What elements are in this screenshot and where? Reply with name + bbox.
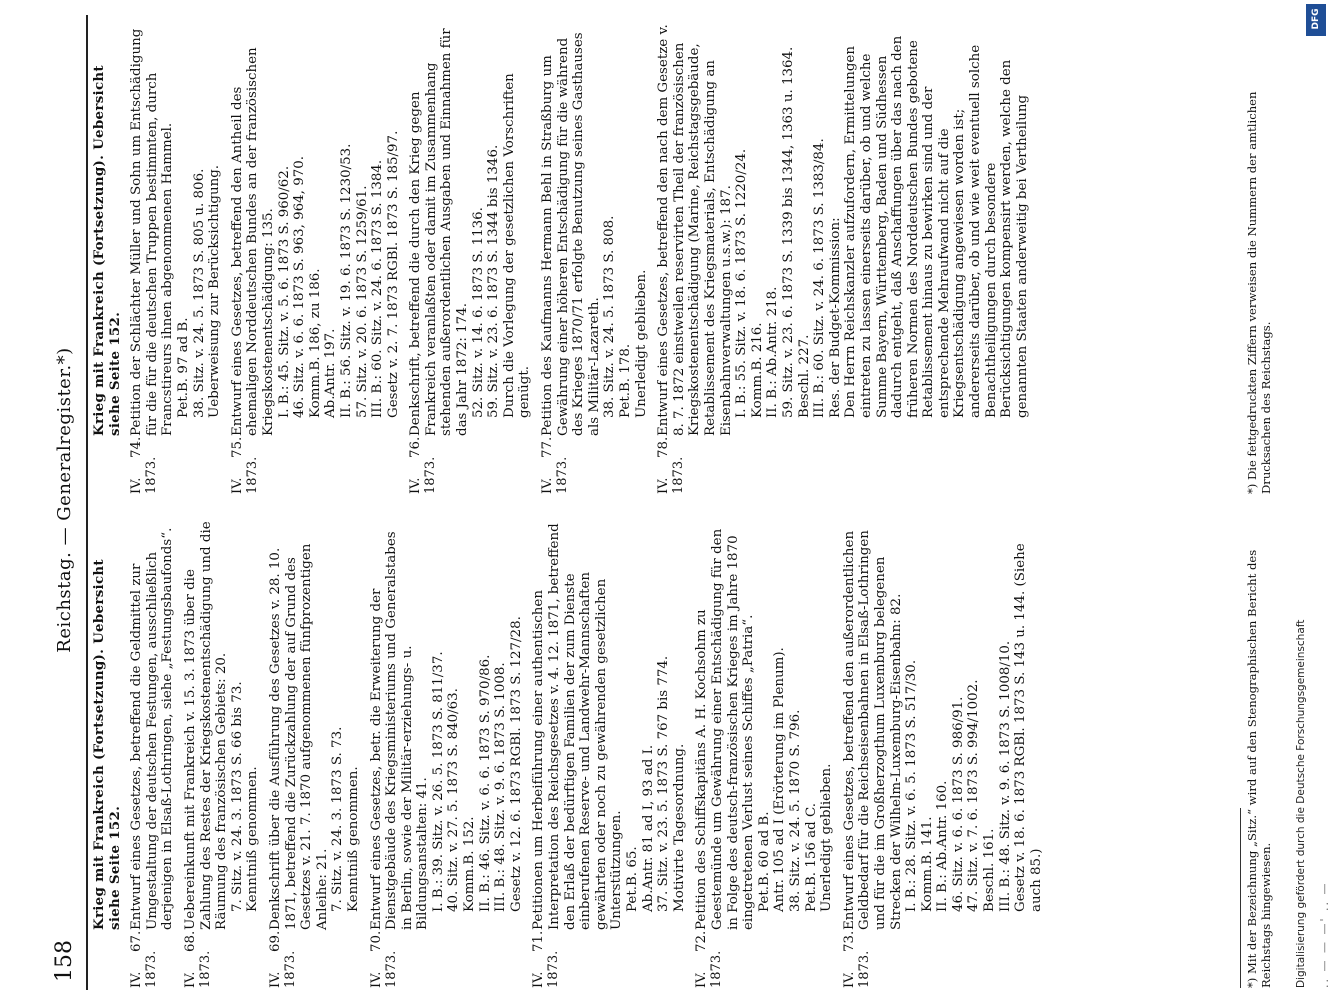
entry-session-year: IV. 1873.: [229, 456, 260, 494]
entry-reference: I. B.: 45. Sitz. v. 5. 6. 1873 S. 960/62.: [276, 165, 292, 418]
entry-number: 77.: [540, 436, 556, 458]
continuation-heading: [92, 24, 123, 494]
margin-noise: .. — — —' .. —: [1318, 881, 1331, 988]
entry-number: 67.: [129, 930, 145, 952]
entry-reference: Komm.B. 141.: [919, 816, 935, 912]
entry-number: 76.: [408, 436, 424, 458]
register-entry: [129, 24, 223, 494]
entry-number: 78.: [656, 436, 672, 458]
entry-text: Uebereinkunft mit Frankreich v. 15. 3. 1873 über die Zahlung des Restes der Kriegskostenentschädigung und die Räumung des französischen Gebiets: 20.: [182, 521, 230, 930]
entry-reference: I. B.: 39. Sitz. v. 26. 5. 1873 S. 811/37.: [430, 651, 446, 912]
entry-reference: 57. Sitz. v. 20. 6. 1873 S. 1259/61.: [354, 185, 370, 418]
entry-reference: Gesetz v. 2. 7. 1873 RGBl. 1873 S. 185/97.: [385, 130, 401, 418]
continuation-text: Krieg mit Frankreich (Fortsetzung). Uebersicht siehe Seite 152.: [91, 65, 123, 436]
entry-reference: Pet.B. 60 ad B.: [756, 811, 772, 912]
entry-reference: III. B.: 48. Sitz. v. 9. 6. 1873 S. 1008/10.: [997, 640, 1013, 912]
entry-number: 71.: [531, 930, 547, 952]
register-entry: [369, 518, 525, 988]
entry-reference: Ab.Antr. 197.: [323, 328, 339, 418]
continuation-text: Krieg mit Frankreich (Fortsetzung). Uebersicht siehe Seite 152.: [91, 559, 123, 930]
entry-reference: 46. Sitz. v. 6. 6. 1873 S. 963, 964, 970.: [292, 155, 308, 418]
entry-text: Petition des Schiffskapitäns A. H. Kochsohm zu Geestemünde um Gewährung einer Entschädigung für den in Folge des deutsch-französischen Krieges im Jahre 1870 eingetretenen Verlust seines Schiffes „Patria“.: [694, 528, 757, 930]
register-entry: [540, 24, 649, 494]
entry-reference: III. B.: 60. Sitz. v. 24. 6. 1873 S. 1384.: [370, 159, 386, 418]
register-entry: [656, 24, 1030, 494]
entry-reference: III. B.: 48. Sitz. v. 9. 6. 1873 S. 1008.: [493, 662, 509, 912]
register-entry: [129, 518, 176, 988]
entry-reference: III. B.: 60. Sitz. v. 24. 6. 1873 S. 1383/84.: [812, 138, 828, 418]
footnote-left: *) Mit der Bezeichnung „Sitz.“ wird auf den Stenographischen Bericht des Reichstags hingewiesen.: [1245, 549, 1273, 988]
entry-reference: 46. Sitz. v. 6. 6. 1873 S. 986/91.: [950, 696, 966, 912]
entry-number: 69.: [267, 930, 283, 952]
register-entry: [531, 518, 687, 988]
register-entry: [230, 24, 402, 494]
entry-reference: 40. Sitz. v. 27. 5. 1873 S. 840/63.: [446, 688, 462, 912]
entry-reference: Ab.Antr. 81 ad I, 93 ad I.: [640, 744, 656, 912]
entry-session-year: IV. 1873.: [368, 950, 399, 988]
entry-reference: Komm.B. 152.: [462, 816, 478, 912]
entry-text: Denkschrift, betreffend die durch den Krieg gegen Frankreich veranlaßten oder damit im Zusammenhang stehenden außerordentlichen Ausgaben und Einnahmen für das Jahr 1872: 174.: [408, 28, 471, 436]
left-column: [92, 518, 1051, 988]
entry-session-year: IV. 1873.: [841, 950, 872, 988]
entry-reference: Pet.B. 65.: [625, 846, 640, 912]
entry-text: Petition des Kaufmanns Hermann Behl in Straßburg um Gewährung einer höheren Entschädigung für die während des Krieges 1870/71 erfolgte Benutzung seines Gasthauses als Militär-Lazareth.: [540, 32, 602, 436]
entry-reference: II. B.: 46. Sitz. v. 6. 6. 1873 S. 970/86.: [477, 654, 493, 912]
entry-text: Petition der Schlächter Müller und Sohn um Entschädigung für die für die deutschen Truppen bestimmten, durch Francstireurs ihnen abgenommenen Hammel.: [129, 28, 176, 436]
entry-number: 72.: [694, 930, 710, 952]
entry-session-year: IV. 1873.: [656, 456, 687, 494]
entry-reference: Komm.B. 216.: [749, 322, 765, 418]
entry-session-year: IV. 1873.: [540, 456, 571, 494]
entry-reference: Unerledigt geblieben.: [819, 763, 835, 912]
entry-reference: 37. Sitz. v. 23. 5. 1873 S. 767 bis 774.: [656, 655, 672, 912]
entry-reference: Antr. 105 ad I (Erörterung im Plenum).: [772, 647, 788, 912]
entry-reference: Gesetz v. 18. 6. 1873 RGBl. 1873 S. 143 u. 144. (Siehe auch 85.): [1013, 543, 1044, 912]
header-rule: [86, 15, 88, 990]
entry-reference: I. B.: 55. Sitz. v. 18. 6. 1873 S. 1220/24.: [734, 148, 750, 418]
continuation-heading: [92, 518, 123, 988]
entry-text: Petitionen um Herbeiführung einer authentischen Interpretation des Reichsgesetzes v. 4. 12. 1871, betreffend den Erlaß der bedürftigen Familien der zum Dienste einberufenen Reserve- und Landwehr-Mannschaften gewährten oder noch zu gewährenden gesetzlichen Unterstützungen.: [531, 523, 625, 930]
entry-reference: 47. Sitz. v. 7. 6. 1873 S. 994/1002.: [966, 679, 982, 912]
entry-reference: Durch die Vorlegung der gesetzlichen Vorschriften genügt.: [501, 73, 533, 418]
entry-text: Entwurf eines Gesetzes, betreffend den nach dem Gesetze v. 8. 7. 1872 einstweilen reservirten Theil der französischen Kriegskostenentschädigung (Marine, Reichstagsgebäude, Retablissement des Kriegsmaterials, Entschädigung an Eisenbahnverwaltungen u.s.w.): 187.: [656, 24, 734, 436]
entry-session-year: IV. 1873.: [408, 456, 439, 494]
register-entry: [408, 24, 533, 494]
entry-session-year: IV. 1873.: [531, 950, 562, 988]
entry-reference: Beschl. 227.: [796, 334, 812, 418]
entry-reference: II. B.: Ab.Antr. 218.: [765, 286, 781, 418]
register-entry: [694, 518, 834, 988]
entry-reference: Beschl. 161.: [982, 828, 998, 912]
register-entry: [183, 518, 261, 988]
right-column: [92, 24, 1037, 494]
entry-reference: Pet.B. 97 ad B.: [175, 317, 191, 418]
entry-reference: Kenntniß genommen.: [245, 766, 261, 912]
entry-reference: 38. Sitz. v. 24. 5. 1873 S. 805 u. 806.: [191, 168, 207, 418]
dfg-logo: [1306, 4, 1326, 36]
entry-reference: Ueberweisung zur Berücksichtigung.: [207, 164, 223, 418]
entry-reference: II. B.: Ab.Antr. 160.: [935, 780, 951, 912]
footnote-rule: [1240, 808, 1241, 988]
entry-reference: II. B.: 56. Sitz. v. 19. 6. 1873 S. 1230/53.: [338, 143, 354, 418]
dfg-sidebar: [1288, 8, 1307, 988]
entry-reference: Pet.B. 178.: [618, 343, 633, 418]
entry-reference: Gesetz v. 12. 6. 1873 RGBl. 1873 S. 127/28.: [508, 616, 524, 912]
entry-session-year: IV. 1873.: [129, 456, 160, 494]
entry-session-year: IV. 1873.: [694, 950, 725, 988]
entry-reference: Motivirte Tagesordnung.: [671, 743, 687, 912]
entry-number: 74.: [129, 436, 145, 458]
entry-reference: 59. Sitz. v. 23. 6. 1873 S. 1339 bis 1344, 1363 u. 1364.: [780, 46, 796, 418]
entry-reference: Komm.B. 186, zu 186.: [307, 268, 323, 418]
page-header: [52, 0, 82, 1000]
register-entry: [842, 518, 1045, 988]
entry-session-year: IV. 1873.: [267, 950, 298, 988]
entry-number: 68.: [182, 930, 198, 952]
entry-text: Entwurf eines Gesetzes, betreffend den Antheil des ehemaligen Norddeutschen Bundes an der französischen Kriegskostenentschädigung: 135.: [229, 47, 276, 436]
entry-text: Denkschrift über die Ausführung des Gesetzes v. 28. 10. 1871, betreffend die Zurückzahlung der auf Grund des Gesetzes v. 21. 7. 1870 aufgenommenen fünfprozentigen Anleihe: 21.: [267, 543, 330, 930]
page-number: 158: [52, 940, 77, 982]
entry-session-year: IV. 1873.: [182, 950, 213, 988]
entry-reference: Unerledigt geblieben.: [633, 269, 649, 418]
entry-reference: Pet.B. 156 ad C.: [803, 803, 819, 912]
footnote-right: *) Die fettgedruckten Ziffern verweisen die Nummern der amtlichen Drucksachen des Reichstags.: [1245, 91, 1273, 494]
entry-reference: 38. Sitz. v. 24. 5. 1870 S. 796.: [787, 709, 803, 912]
entry-reference: 7. Sitz. v. 24. 3. 1873 S. 73.: [330, 726, 346, 912]
page-title: Reichstag. — Generalregister.*): [54, 347, 75, 653]
entry-number: 75.: [229, 436, 245, 458]
entry-reference: I. B.: 28. Sitz. v. 6. 5. 1873 S. 517/30.: [904, 659, 920, 912]
entry-text: Entwurf eines Gesetzes, betr. die Erweiterung der Dienstgebäude des Kriegsministeriums und Generalstabes in Berlin, sowie der Militär-erziehungs- u. Bildungsanstalten: 41.: [368, 531, 431, 930]
entry-reference: 7. Sitz. v. 24. 3. 1873 S. 66 bis 73.: [229, 681, 245, 912]
entry-reference: 38. Sitz. v. 24. 5. 1873 S. 808.: [602, 215, 618, 418]
entry-reference: Den Herrn Reichskanzler aufzufordern, Ermittelungen eintreten zu lassen einerseits darüber, ob und welche Summe Bayern, Württemberg, Baden und Südhessen dadurch entgeht, daß Anschaffungen über das nach den früheren Normen des Norddeutschen Bundes gebotene Retablissement hinaus zu bewirken sind und der entsprechende Mehraufwand nicht auf die Kriegsentschädigung angewiesen worden ist; andererseits darüber, ob und wie weit eventuell solche Benachtheiligungen durch besondere Berücksichtigungen kompensirt werden, welche den genannten Staaten anderweitig bei Vertheilung: [843, 35, 1030, 418]
entry-text: Entwurf eines Gesetzes, betreffend die Geldmittel zur Umgestaltung der deutschen Festungen, ausschließlich derjenigen in Elsaß-Lothringen, siehe „Festungsbaufonds“.: [129, 527, 176, 930]
entry-reference: 52. Sitz. v. 14. 6. 1873 S. 1136.: [470, 207, 486, 418]
entry-number: 73.: [841, 930, 857, 952]
dfg-logo-text: DFG: [1311, 8, 1321, 30]
register-entry: [268, 518, 362, 988]
entry-reference: Kenntniß genommen.: [345, 766, 361, 912]
entry-reference: 59. Sitz. v. 23. 6. 1873 S. 1344 bis 1346.: [486, 144, 502, 418]
entry-reference: Res. der Budget-Kommission:: [827, 217, 843, 418]
dfg-credit: Digitalisierung gefördert durch die Deutsche Forschungsgemeinschaft: [1295, 619, 1307, 988]
entry-number: 70.: [368, 930, 384, 952]
entry-text: Entwurf eines Gesetzes, betreffend den außerordentlichen Geldbedarf für die Reichseisenbahnen in Elsaß-Lothringen und für die im Großherzogthum Luxemburg belegenen Strecken der Wilhelm-Luxemburg-Eisenbahn: 82.: [841, 530, 904, 930]
entry-session-year: IV. 1873.: [129, 950, 160, 988]
